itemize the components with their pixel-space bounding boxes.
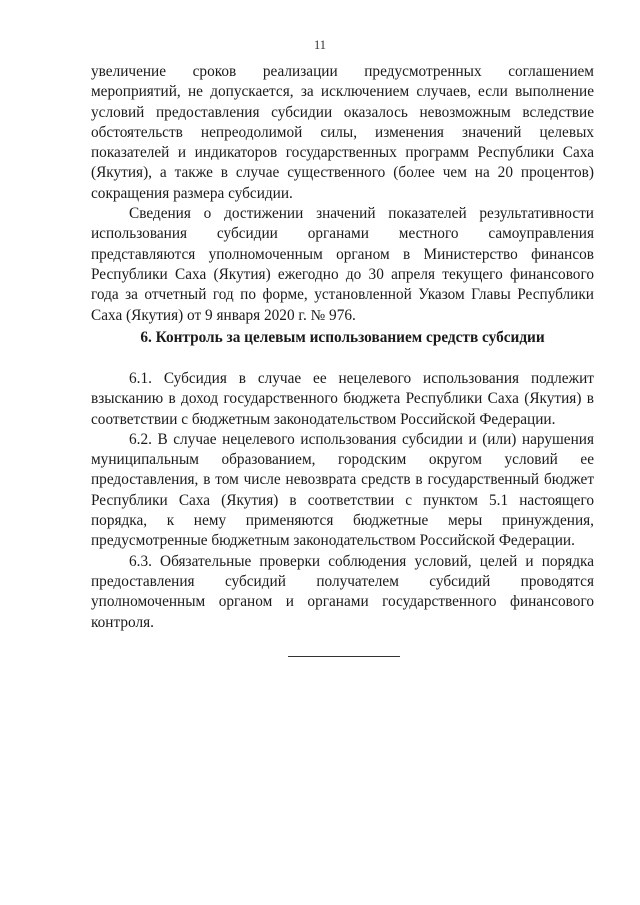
- page-number: 11: [313, 38, 327, 52]
- paragraph-6-2: 6.2. В случае нецелевого использования субсидии и (или) нарушения муниципальным образованием, городским округом условий ее предоставления, в том числе невозврата средств в государственный бюджет Республики Саха (Якутия) в соответствии с пунктом 5.1 настоящего порядка, к нему применяются бюджетные меры принуждения, предусмотренные бюджетным законодательством Российской Федерации.: [91, 430, 594, 550]
- paragraph-subsidy-terms: увеличение сроков реализации предусмотренных соглашением мероприятий, не допускается, за исключением случаев, если выполнение условий предоставления субсидии оказалось невозможным вследствие обстоятельств непреодолимой силы, изменения значений целевых показателей и индикаторов государственных программ Республики Саха (Якутия), а также в случае существенного (более чем на 20 процентов) сокращения размера субсидии.: [91, 63, 594, 202]
- paragraph-6-1: 6.1. Субсидия в случае ее нецелевого использования подлежит взысканию в доход государственного бюджета Республики Саха (Якутия) в соответствии с бюджетным законодательством Российской Федерации.: [91, 370, 594, 428]
- end-rule-divider: [288, 656, 400, 657]
- paragraph-reporting: Сведения о достижении значений показателей результативности использования субсидии органами местного самоуправления представляются уполномоченным органом в Министерство финансов Республики Саха (Якутия) ежегодно до 30 апреля текущего финансового года за отчетный год по форме, установленной Указом Главы Республики Саха (Якутия) от 9 января 2020 г. № 976.: [91, 205, 594, 324]
- text-block-section6: [91, 369, 594, 633]
- section-heading: 6. Контроль за целевым использованием средств субсидии: [140, 329, 545, 346]
- text-block-top: [91, 62, 594, 326]
- paragraph-6-3: 6.3. Обязательные проверки соблюдения условий, целей и порядка предоставления субсидий получателем субсидий проводятся уполномоченным органом и органами государственного финансового контроля.: [91, 552, 594, 631]
